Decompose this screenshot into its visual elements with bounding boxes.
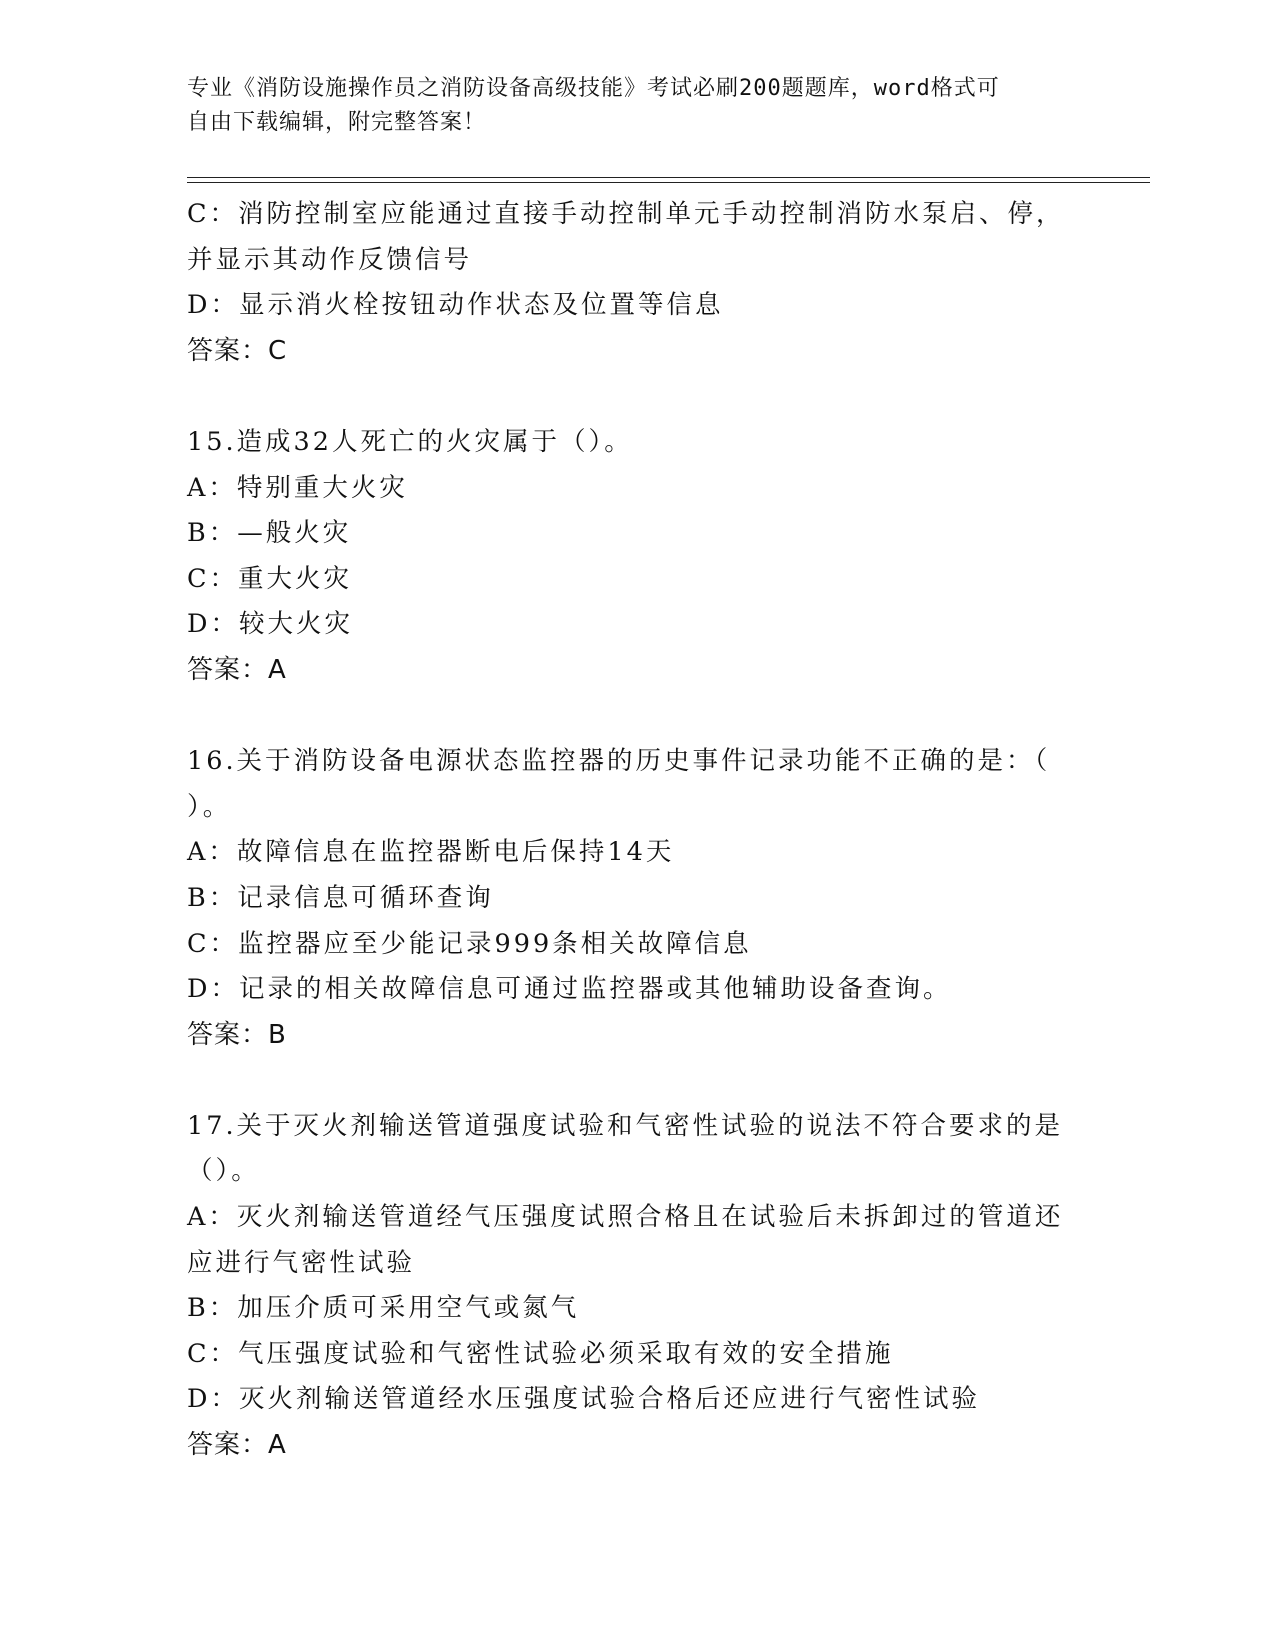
- spacer: [187, 1058, 1087, 1104]
- question-text-continued: ）。: [187, 791, 232, 822]
- option-d: D：灭火剂输送管道经水压强度试验合格后还应进行气密性试验: [187, 1384, 980, 1415]
- option-c: C：监控器应至少能记录999条相关故障信息: [187, 928, 752, 959]
- answer: 答案：C: [187, 335, 288, 366]
- header-rule-bottom: [187, 182, 1150, 183]
- option-b: B：—般火灾: [187, 518, 352, 549]
- question-text: 15.造成32人死亡的火灾属于（）。: [187, 426, 633, 457]
- option-c: C：重大火灾: [187, 563, 353, 594]
- option-d: D：显示消火栓按钮动作状态及位置等信息: [187, 290, 724, 321]
- header-rule-top: [187, 177, 1150, 178]
- option-b: B：加压介质可采用空气或氮气: [187, 1293, 580, 1324]
- option-d: D：较大火灾: [187, 609, 353, 640]
- answer: 答案：A: [187, 654, 287, 685]
- option-a: A：特别重大火灾: [187, 472, 408, 503]
- option-c: C：消防控制室应能通过直接手动控制单元手动控制消防水泵启、停，: [187, 199, 1065, 229]
- option-d: D：记录的相关故障信息可通过监控器或其他辅助设备查询。: [187, 974, 952, 1005]
- question-text: 17.关于灭火剂输送管道强度试验和气密性试验的说法不符合要求的是: [187, 1110, 1064, 1141]
- option-c: C：气压强度试验和气密性试验必须采取有效的安全措施: [187, 1338, 894, 1369]
- question-text-continued: （）。: [187, 1156, 260, 1187]
- question-17: [187, 1104, 1087, 1469]
- answer: 答案：B: [187, 1019, 287, 1050]
- header-line-1: 专业《消防设施操作员之消防设备高级技能》考试必刷200题题库，word格式可: [187, 76, 1000, 101]
- question-14-continued: [187, 192, 1087, 374]
- page-header: [187, 72, 1067, 140]
- question-16: [187, 739, 1087, 1058]
- option-a: A：故障信息在监控器断电后保持14天: [187, 837, 675, 868]
- header-line-2: 自由下载编辑，附完整答案！: [187, 110, 487, 135]
- answer: 答案：A: [187, 1430, 287, 1461]
- question-text: 16.关于消防设备电源状态监控器的历史事件记录功能不正确的是：（: [187, 746, 1051, 777]
- question-15: [187, 420, 1087, 694]
- option-a: A：灭火剂输送管道经气压强度试照合格且在试验后未拆卸过的管道还: [187, 1202, 1064, 1233]
- option-b: B：记录信息可循环查询: [187, 882, 494, 913]
- question-list: [187, 192, 1087, 1469]
- option-c-continued: 并显示其动作反馈信号: [187, 244, 473, 275]
- spacer: [187, 374, 1087, 420]
- option-a-continued: 应进行气密性试验: [187, 1247, 416, 1278]
- spacer: [187, 694, 1087, 740]
